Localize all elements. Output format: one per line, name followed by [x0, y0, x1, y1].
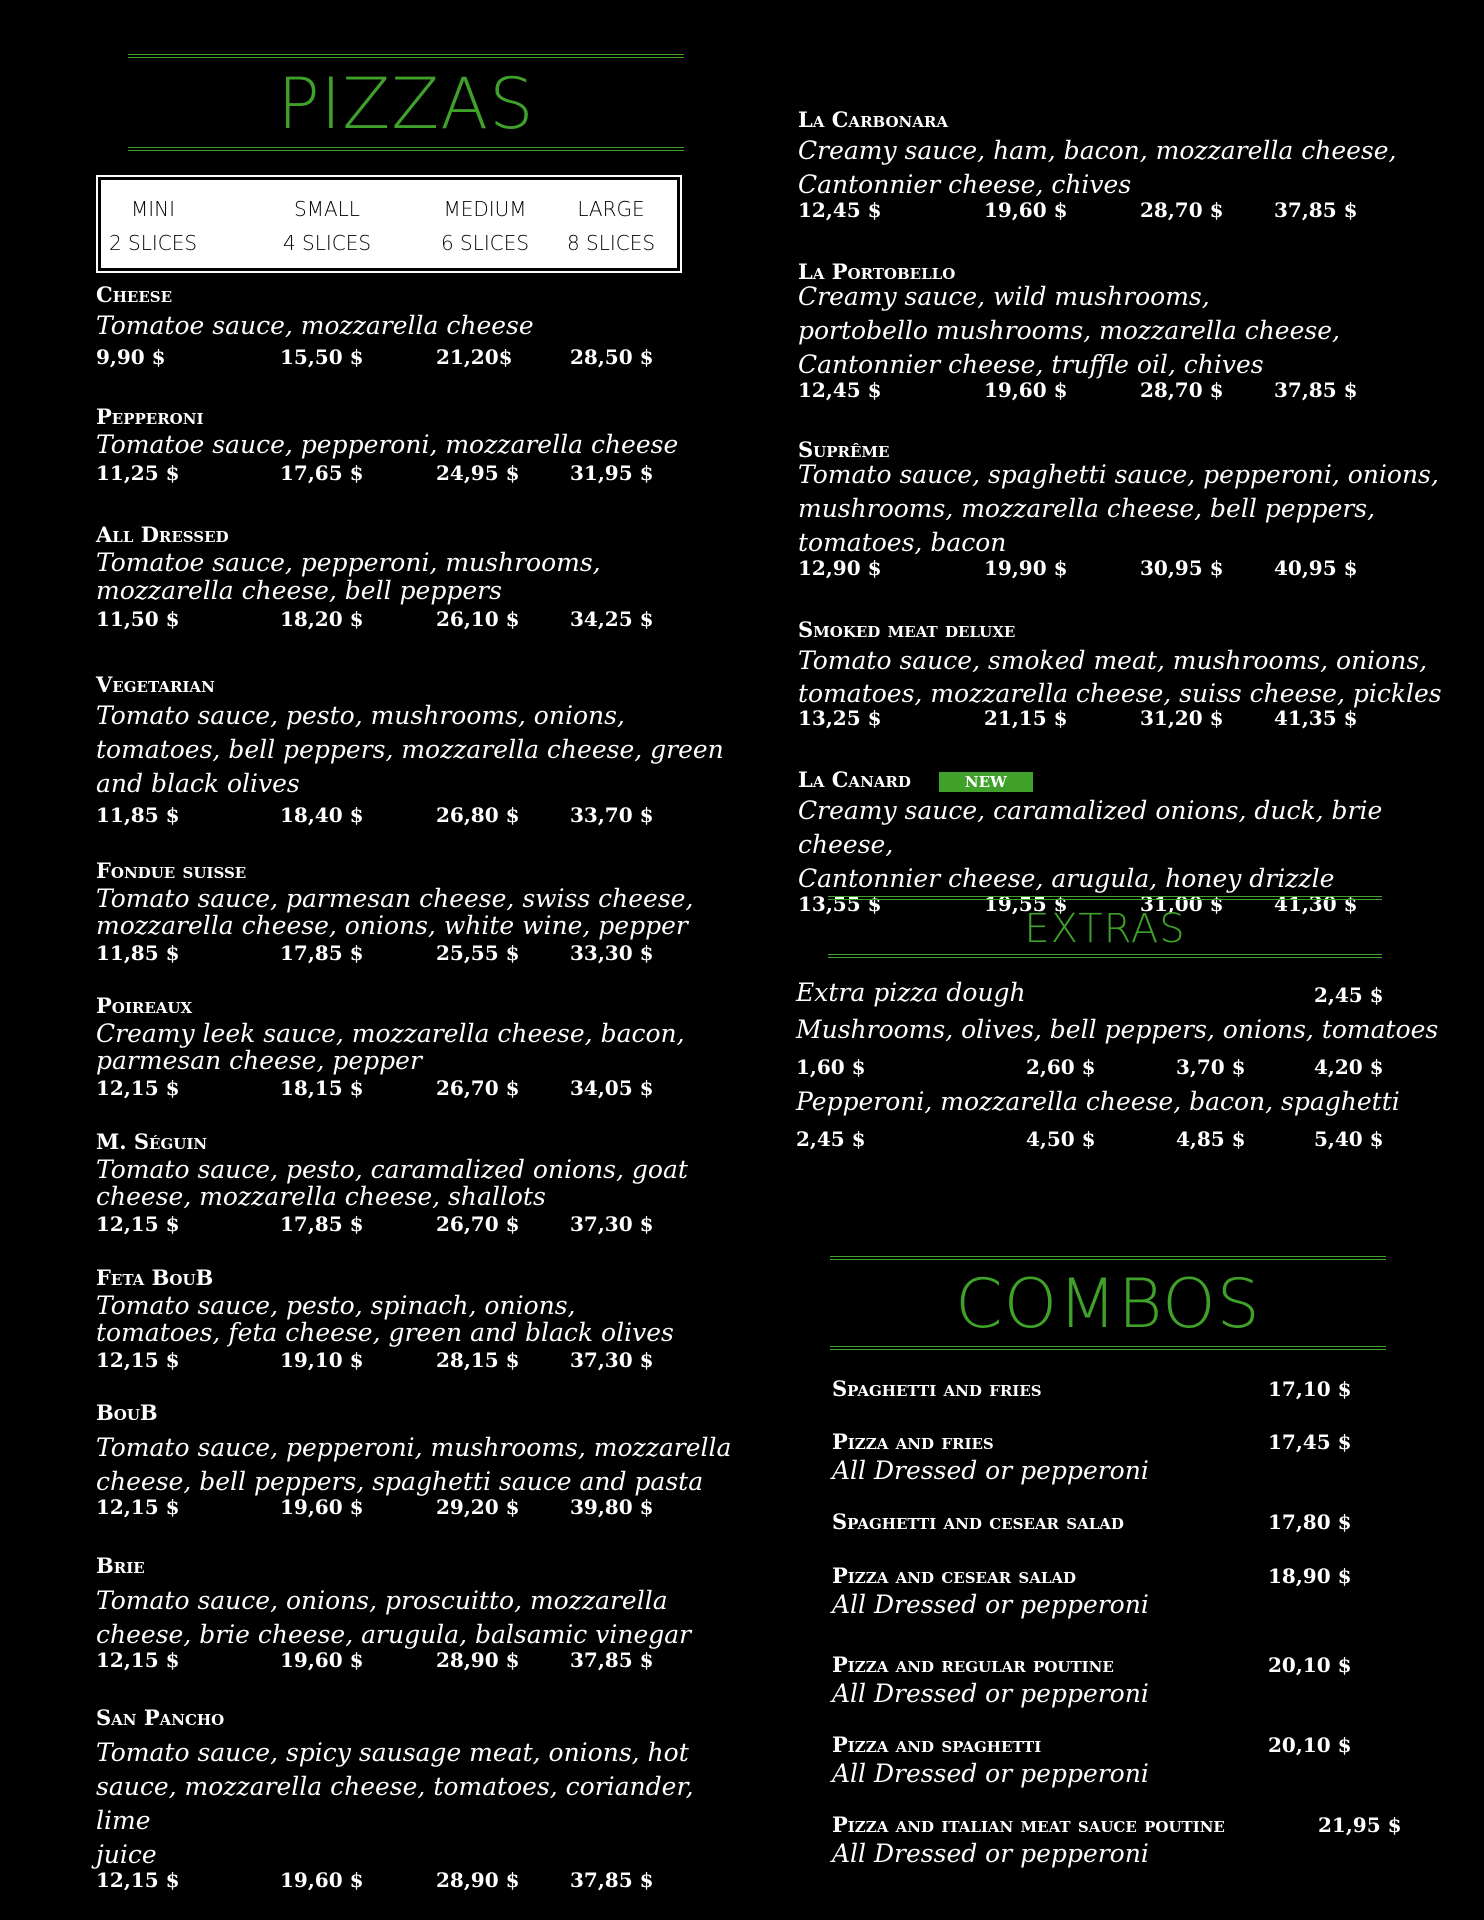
price-medium: 25,55 $ — [436, 941, 520, 965]
pizza-name: Feta BouB — [96, 1265, 214, 1290]
pizza-name: M. Séguin — [96, 1129, 208, 1154]
pizza-desc: Tomato sauce, pesto, mushrooms, onions, tomatoes, bell peppers, mozzarella cheese, green and black olives — [96, 701, 724, 798]
combo-item — [832, 1427, 1412, 1485]
price-large: 37,30 $ — [570, 1348, 654, 1372]
price-medium: 26,10 $ — [436, 607, 520, 631]
size-name: SMALL — [294, 197, 360, 221]
pizza-item-san-pancho — [96, 1704, 736, 1894]
size-slices: 4 SLICES — [282, 231, 372, 255]
combo-price: 20,10 $ — [1268, 1653, 1352, 1677]
price-medium: 31,00 $ — [1140, 892, 1224, 916]
combo-item — [832, 1810, 1432, 1868]
price-large: 37,85 $ — [570, 1648, 654, 1672]
pizza-desc: Tomato sauce, pepperoni, mushrooms, mozzarella cheese, bell peppers, spaghetti sauce and pasta — [96, 1433, 732, 1496]
pizza-name: Poireaux — [96, 993, 193, 1018]
price-small: 18,15 $ — [280, 1076, 364, 1100]
price-small: 19,60 $ — [984, 378, 1068, 402]
pizza-item-supreme — [798, 436, 1458, 582]
extra-desc-meats: Pepperoni, mozzarella cheese, bacon, spaghetti — [796, 1087, 1400, 1116]
price-mini: 11,25 $ — [96, 461, 180, 485]
combo-name: Pizza and italian meat sauce poutine — [832, 1812, 1225, 1837]
price-large: 34,25 $ — [570, 607, 654, 631]
size-slices: 6 SLICES — [440, 231, 530, 255]
pizza-desc: Tomato sauce, parmesan cheese, swiss cheese, mozzarella cheese, onions, white wine, pepper — [96, 884, 694, 940]
pizza-prices — [96, 343, 736, 371]
combo-price: 18,90 $ — [1268, 1564, 1352, 1588]
price-medium: 28,90 $ — [436, 1868, 520, 1892]
price-small: 21,15 $ — [984, 706, 1068, 730]
price-mini: 12,15 $ — [96, 1868, 180, 1892]
combo-sub: All Dressed or pepperoni — [832, 1456, 1149, 1485]
price-small: 19,10 $ — [280, 1348, 364, 1372]
combo-item — [832, 1507, 1412, 1537]
pizza-item-feta-boub — [96, 1264, 736, 1374]
combo-name: Pizza and cesear salad — [832, 1563, 1077, 1588]
pizza-desc: Tomatoe sauce, pepperoni, mushrooms, mozzarella cheese, bell peppers — [96, 548, 601, 605]
pizza-desc: Creamy sauce, caramalized onions, duck, brie cheese, Cantonnier cheese, arugula, honey drizzle — [798, 796, 1383, 893]
price-mini: 11,85 $ — [96, 941, 180, 965]
pizza-item-la-portobello — [798, 258, 1458, 404]
combo-item — [832, 1561, 1412, 1619]
combos-title: COMBOS — [955, 1265, 1261, 1344]
pizza-name: La Carbonara — [798, 107, 949, 132]
pizza-name: All Dressed — [96, 522, 229, 547]
pizza-name: La Portobello — [798, 259, 956, 284]
pizza-item-la-carbonara — [798, 106, 1458, 224]
pizza-item-brie — [96, 1552, 736, 1674]
new-badge: NEW — [939, 772, 1033, 792]
extra-price-large: 4,20 $ — [1314, 1055, 1384, 1079]
combos-title-top-rule — [830, 1256, 1386, 1260]
combo-name: Pizza and regular poutine — [832, 1652, 1114, 1677]
price-small: 19,55 $ — [984, 892, 1068, 916]
price-mini: 12,45 $ — [798, 198, 882, 222]
price-medium: 30,95 $ — [1140, 556, 1224, 580]
pizza-desc: Creamy sauce, wild mushrooms, portobello mushrooms, mozzarella cheese, Cantonnier cheese, truffle oil, chives — [798, 282, 1340, 379]
pizza-prices — [96, 1646, 736, 1674]
price-medium: 26,70 $ — [436, 1076, 520, 1100]
extra-price-small: 2,60 $ — [1026, 1055, 1096, 1079]
price-large: 41,35 $ — [1274, 706, 1358, 730]
price-medium: 29,20 $ — [436, 1495, 520, 1519]
combo-sub: All Dressed or pepperoni — [832, 1759, 1149, 1788]
extras-title: EXTRAS — [1024, 906, 1186, 952]
pizza-prices — [96, 1866, 736, 1894]
size-small — [253, 192, 401, 260]
pizzas-title-top-rule — [128, 54, 684, 58]
price-small: 19,60 $ — [280, 1495, 364, 1519]
price-large: 40,95 $ — [1274, 556, 1358, 580]
size-name: MINI — [130, 197, 175, 221]
price-medium: 28,90 $ — [436, 1648, 520, 1672]
price-small: 17,85 $ — [280, 1212, 364, 1236]
price-large: 37,85 $ — [1274, 198, 1358, 222]
combo-price: 17,80 $ — [1268, 1510, 1352, 1534]
combo-item — [832, 1374, 1412, 1404]
pizza-desc: Tomatoe sauce, pepperoni, mozzarella cheese — [96, 430, 679, 459]
price-small: 19,60 $ — [280, 1868, 364, 1892]
pizza-name: Brie — [96, 1553, 145, 1578]
price-large: 37,85 $ — [570, 1868, 654, 1892]
pizza-item-fondue-suisse — [96, 857, 736, 967]
pizza-item-all-dressed — [96, 521, 736, 633]
price-medium: 28,15 $ — [436, 1348, 520, 1372]
price-large: 41,30 $ — [1274, 892, 1358, 916]
size-slices: 2 SLICES — [108, 231, 198, 255]
extra-desc-vegetables: Mushrooms, olives, bell peppers, onions, tomatoes — [796, 1015, 1439, 1044]
combo-price: 21,95 $ — [1318, 1813, 1402, 1837]
extra-price-medium: 4,85 $ — [1176, 1127, 1246, 1151]
pizza-item-boub — [96, 1399, 736, 1521]
extra-price-mini: 1,60 $ — [796, 1055, 866, 1079]
combo-price: 17,45 $ — [1268, 1430, 1352, 1454]
pizza-prices — [96, 939, 736, 967]
extra-price-dough: 2,45 $ — [1314, 983, 1384, 1007]
price-mini: 12,15 $ — [96, 1076, 180, 1100]
size-slices: 8 SLICES — [566, 231, 656, 255]
pizza-name: Fondue suisse — [96, 858, 247, 883]
combo-name: Pizza and fries — [832, 1429, 994, 1454]
pizza-prices — [96, 1210, 736, 1238]
pizza-item-smoked-meat-deluxe — [798, 616, 1458, 732]
extra-price-medium: 3,70 $ — [1176, 1055, 1246, 1079]
pizza-item-vegetarian — [96, 671, 736, 829]
size-medium — [411, 192, 559, 260]
price-small: 17,65 $ — [280, 461, 364, 485]
pizza-prices — [96, 605, 736, 633]
extra-price-large: 5,40 $ — [1314, 1127, 1384, 1151]
combo-price: 20,10 $ — [1268, 1733, 1352, 1757]
price-mini: 13,25 $ — [798, 706, 882, 730]
price-medium: 31,20 $ — [1140, 706, 1224, 730]
price-large: 33,30 $ — [570, 941, 654, 965]
price-mini: 12,15 $ — [96, 1648, 180, 1672]
price-mini: 12,15 $ — [96, 1495, 180, 1519]
pizza-desc: Tomato sauce, pesto, caramalized onions, goat cheese, mozzarella cheese, shallots — [96, 1155, 688, 1211]
size-large — [549, 192, 673, 260]
pizza-desc: Tomato sauce, spicy sausage meat, onions, hot sauce, mozzarella cheese, tomatoes, coriander, lime juice — [96, 1738, 694, 1869]
combo-name: Pizza and spaghetti — [832, 1732, 1042, 1757]
pizza-name: Pepperoni — [96, 404, 204, 429]
pizza-prices — [96, 801, 736, 829]
pizza-desc: Tomatoe sauce, mozzarella cheese — [96, 311, 534, 340]
combo-name: Spaghetti and cesear salad — [832, 1509, 1124, 1534]
combo-name: Spaghetti and fries — [832, 1376, 1042, 1401]
price-mini: 12,90 $ — [798, 556, 882, 580]
combo-price: 17,10 $ — [1268, 1377, 1352, 1401]
pizza-desc: Creamy sauce, ham, bacon, mozzarella cheese, Cantonnier cheese, chives — [798, 136, 1397, 199]
extras-title-top-rule — [828, 896, 1382, 900]
pizza-name: Suprême — [798, 437, 890, 462]
extra-price-small: 4,50 $ — [1026, 1127, 1096, 1151]
pizza-name: Cheese — [96, 282, 173, 307]
price-medium: 26,80 $ — [436, 803, 520, 827]
combos-title-bottom-rule — [830, 1346, 1386, 1350]
price-mini: 11,50 $ — [96, 607, 180, 631]
price-large: 31,95 $ — [570, 461, 654, 485]
pizza-desc: Tomato sauce, onions, proscuitto, mozzarella cheese, brie cheese, arugula, balsamic vinegar — [96, 1586, 692, 1649]
sizes-inner — [101, 180, 677, 268]
price-large: 34,05 $ — [570, 1076, 654, 1100]
price-large: 39,80 $ — [570, 1495, 654, 1519]
pizza-item-poireaux — [96, 992, 736, 1102]
price-mini: 9,90 $ — [96, 345, 166, 369]
price-small: 15,50 $ — [280, 345, 364, 369]
pizza-prices — [798, 376, 1458, 404]
price-small: 19,90 $ — [984, 556, 1068, 580]
pizza-item-cheese — [96, 281, 736, 371]
price-medium: 28,70 $ — [1140, 378, 1224, 402]
price-mini: 11,85 $ — [96, 803, 180, 827]
extra-price-mini: 2,45 $ — [796, 1127, 866, 1151]
pizza-item-m-seguin — [96, 1128, 736, 1238]
price-small: 17,85 $ — [280, 941, 364, 965]
pizza-name: BouB — [96, 1400, 158, 1425]
price-small: 19,60 $ — [280, 1648, 364, 1672]
price-small: 18,40 $ — [280, 803, 364, 827]
pizza-prices — [798, 704, 1458, 732]
combo-item — [832, 1650, 1412, 1708]
pizza-name: San Pancho — [96, 1705, 225, 1730]
combo-sub: All Dressed or pepperoni — [832, 1839, 1149, 1868]
pizza-desc: Creamy leek sauce, mozzarella cheese, bacon, parmesan cheese, pepper — [96, 1019, 685, 1075]
sizes-box — [96, 175, 682, 273]
price-large: 37,85 $ — [1274, 378, 1358, 402]
combo-sub: All Dressed or pepperoni — [832, 1679, 1149, 1708]
extras-title-bottom-rule — [828, 954, 1382, 958]
pizza-prices — [96, 1346, 736, 1374]
pizza-prices — [798, 196, 1458, 224]
combo-item — [832, 1730, 1412, 1788]
price-small: 18,20 $ — [280, 607, 364, 631]
price-large: 28,50 $ — [570, 345, 654, 369]
size-mini — [101, 192, 205, 260]
price-medium: 24,95 $ — [436, 461, 520, 485]
size-name: LARGE — [577, 197, 645, 221]
price-medium: 28,70 $ — [1140, 198, 1224, 222]
price-mini: 13,55 $ — [798, 892, 882, 916]
combo-sub: All Dressed or pepperoni — [832, 1590, 1149, 1619]
pizza-desc: Tomato sauce, smoked meat, mushrooms, onions, tomatoes, mozzarella cheese, suiss cheese, pickles — [798, 646, 1442, 708]
pizzas-title: PIZZAS — [277, 63, 535, 145]
pizza-prices — [798, 554, 1458, 582]
pizza-name: Smoked meat deluxe — [798, 617, 1016, 642]
price-large: 37,30 $ — [570, 1212, 654, 1236]
price-mini: 12,45 $ — [798, 378, 882, 402]
price-mini: 12,15 $ — [96, 1212, 180, 1236]
pizza-desc: Tomato sauce, spaghetti sauce, pepperoni, onions, mushrooms, mozzarella cheese, bell peppers, tomatoes, bacon — [798, 460, 1439, 557]
pizza-name: Vegetarian — [96, 672, 215, 697]
price-small: 19,60 $ — [984, 198, 1068, 222]
price-mini: 12,15 $ — [96, 1348, 180, 1372]
price-medium: 21,20$ — [436, 345, 513, 369]
pizzas-title-bottom-rule — [128, 147, 684, 151]
price-large: 33,70 $ — [570, 803, 654, 827]
extra-desc-dough: Extra pizza dough — [796, 978, 1026, 1007]
price-medium: 26,70 $ — [436, 1212, 520, 1236]
size-name: MEDIUM — [443, 197, 527, 221]
pizza-prices — [96, 1493, 736, 1521]
pizza-item-pepperoni — [96, 403, 736, 487]
pizza-name: La Canard NEW — [798, 766, 1458, 794]
pizza-desc: Tomato sauce, pesto, spinach, onions, tomatoes, feta cheese, green and black olives — [96, 1291, 674, 1347]
pizza-prices — [96, 1074, 736, 1102]
pizza-prices — [96, 459, 736, 487]
